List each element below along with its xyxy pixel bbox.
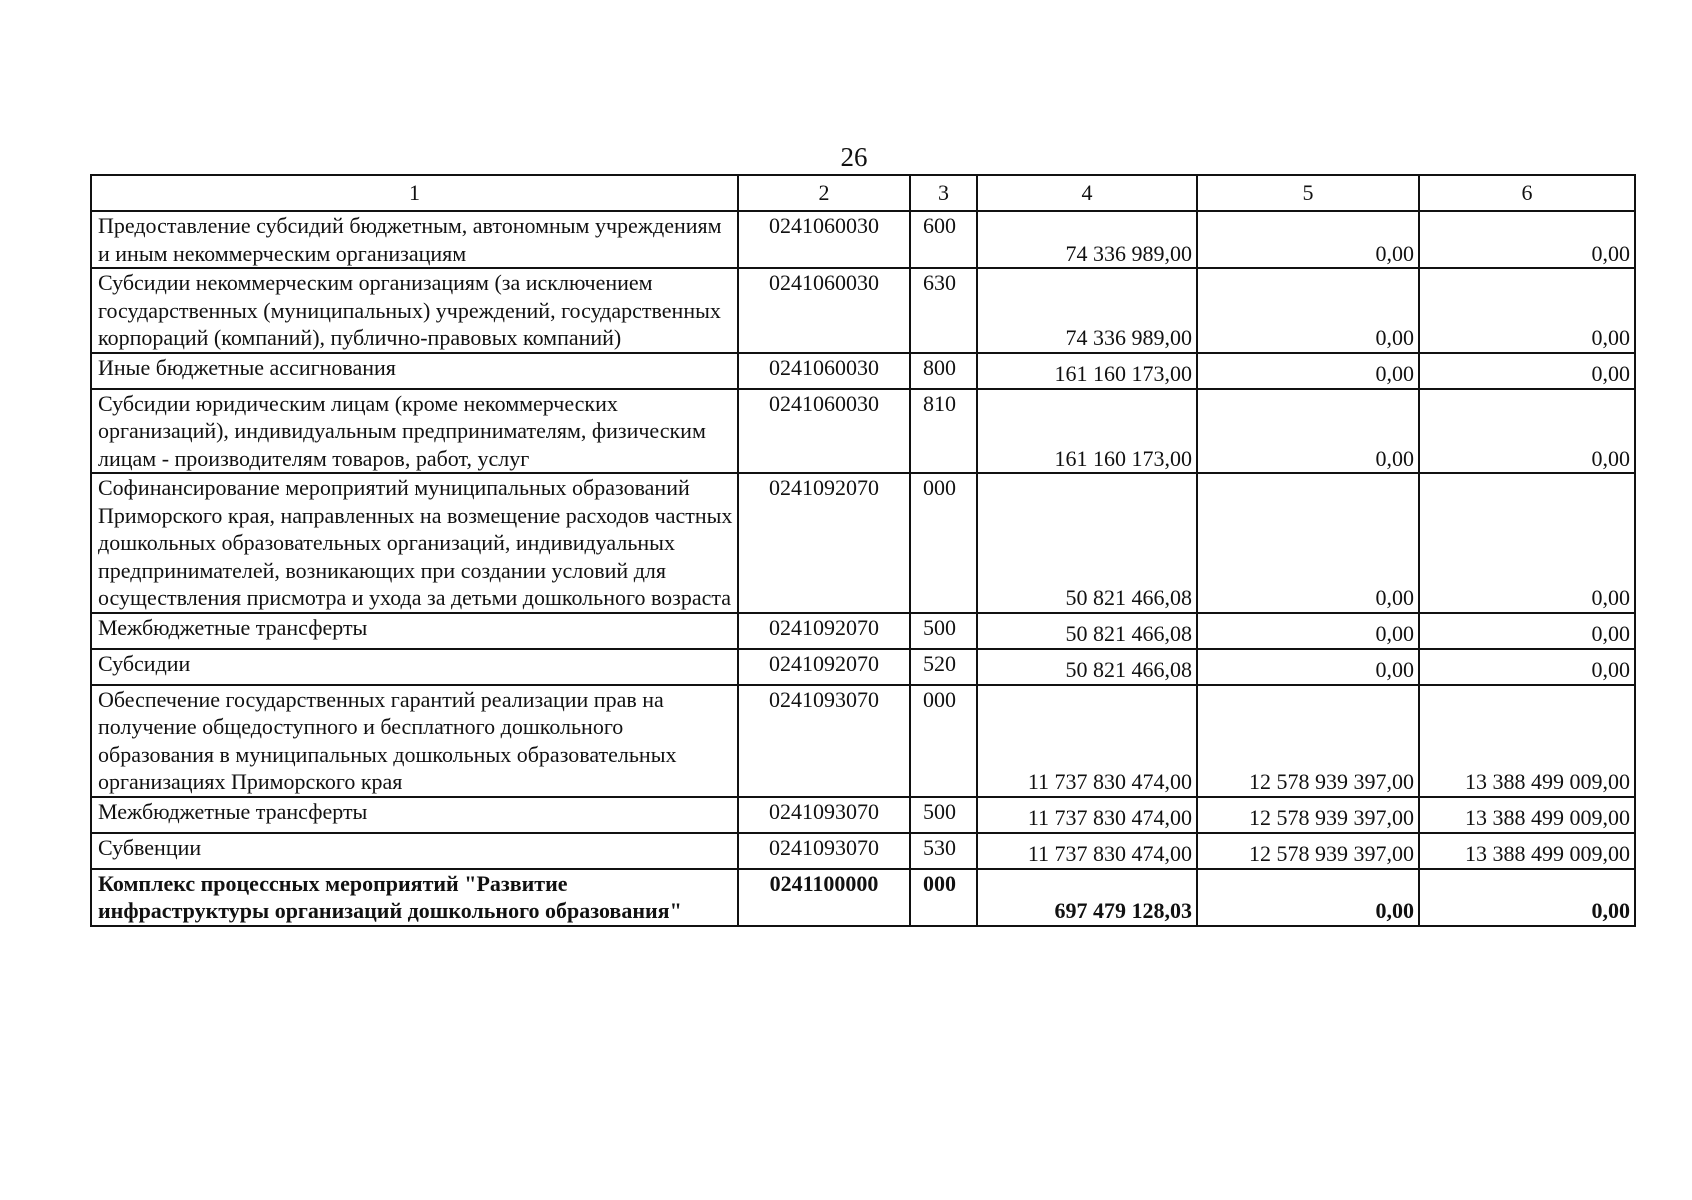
header-row	[91, 175, 1635, 211]
header-col-6: 6	[1419, 175, 1635, 211]
table-row	[91, 797, 1635, 833]
row-amount-col5: 0,00	[1197, 353, 1419, 389]
row-target-code: 0241093070	[738, 685, 910, 797]
header-col-5: 5	[1197, 175, 1419, 211]
row-expense-type: 500	[910, 613, 977, 649]
table-row	[91, 268, 1635, 353]
table-row	[91, 649, 1635, 685]
row-name: Субсидии юридическим лицам (кроме некоммерческих организаций), индивидуальным предпринимателям, физическим лицам - производителям товаров, работ, услуг	[91, 389, 738, 474]
row-amount-col5: 12 578 939 397,00	[1197, 685, 1419, 797]
row-amount-col5: 0,00	[1197, 389, 1419, 474]
row-amount-col5: 0,00	[1197, 268, 1419, 353]
row-amount-col6: 0,00	[1419, 389, 1635, 474]
row-expense-type: 800	[910, 353, 977, 389]
row-amount-col6: 0,00	[1419, 268, 1635, 353]
row-amount-col6: 13 388 499 009,00	[1419, 797, 1635, 833]
row-target-code: 0241060030	[738, 268, 910, 353]
row-expense-type: 600	[910, 211, 977, 268]
row-name: Субсидии некоммерческим организациям (за исключением государственных (муниципальных) учреждений, государственных корпораций (компаний), публично-правовых компаний)	[91, 268, 738, 353]
row-name: Субсидии	[91, 649, 738, 685]
row-amount-col4: 74 336 989,00	[977, 211, 1197, 268]
row-target-code: 0241092070	[738, 649, 910, 685]
row-target-code: 0241093070	[738, 833, 910, 869]
header-col-4: 4	[977, 175, 1197, 211]
row-expense-type: 000	[910, 473, 977, 613]
row-target-code: 0241060030	[738, 389, 910, 474]
row-expense-type: 530	[910, 833, 977, 869]
row-amount-col6: 0,00	[1419, 613, 1635, 649]
row-expense-type: 630	[910, 268, 977, 353]
table-row	[91, 389, 1635, 474]
row-amount-col5: 0,00	[1197, 649, 1419, 685]
row-amount-col5: 0,00	[1197, 473, 1419, 613]
row-expense-type: 000	[910, 685, 977, 797]
row-name: Субвенции	[91, 833, 738, 869]
row-target-code: 0241060030	[738, 211, 910, 268]
row-amount-col5: 0,00	[1197, 211, 1419, 268]
row-amount-col6: 0,00	[1419, 473, 1635, 613]
row-expense-type: 500	[910, 797, 977, 833]
row-amount-col5: 12 578 939 397,00	[1197, 833, 1419, 869]
row-amount-col6: 0,00	[1419, 353, 1635, 389]
row-amount-col4: 50 821 466,08	[977, 649, 1197, 685]
row-amount-col5: 12 578 939 397,00	[1197, 797, 1419, 833]
budget-table	[90, 174, 1636, 927]
table-row	[91, 473, 1635, 613]
row-expense-type: 810	[910, 389, 977, 474]
row-amount-col4: 697 479 128,03	[977, 869, 1197, 926]
row-target-code: 0241100000	[738, 869, 910, 926]
row-amount-col4: 11 737 830 474,00	[977, 685, 1197, 797]
row-amount-col5: 0,00	[1197, 869, 1419, 926]
row-name: Комплекс процессных мероприятий "Развитие инфраструктуры организаций дошкольного образования"	[91, 869, 738, 926]
row-amount-col4: 11 737 830 474,00	[977, 833, 1197, 869]
row-amount-col6: 0,00	[1419, 649, 1635, 685]
table-row	[91, 353, 1635, 389]
row-name: Иные бюджетные ассигнования	[91, 353, 738, 389]
table-row	[91, 685, 1635, 797]
row-amount-col5: 0,00	[1197, 613, 1419, 649]
row-amount-col4: 74 336 989,00	[977, 268, 1197, 353]
row-name: Межбюджетные трансферты	[91, 797, 738, 833]
row-amount-col4: 50 821 466,08	[977, 473, 1197, 613]
table-row	[91, 833, 1635, 869]
row-expense-type: 000	[910, 869, 977, 926]
row-name: Предоставление субсидий бюджетным, автономным учреждениям и иным некоммерческим организациям	[91, 211, 738, 268]
row-amount-col6: 13 388 499 009,00	[1419, 833, 1635, 869]
row-expense-type: 520	[910, 649, 977, 685]
header-col-1: 1	[91, 175, 738, 211]
row-amount-col6: 0,00	[1419, 211, 1635, 268]
table-row	[91, 211, 1635, 268]
row-target-code: 0241093070	[738, 797, 910, 833]
table-row-section-total	[91, 869, 1635, 926]
header-col-2: 2	[738, 175, 910, 211]
row-amount-col6: 0,00	[1419, 869, 1635, 926]
row-name: Межбюджетные трансферты	[91, 613, 738, 649]
row-amount-col4: 11 737 830 474,00	[977, 797, 1197, 833]
row-amount-col4: 50 821 466,08	[977, 613, 1197, 649]
page-number: 26	[840, 142, 868, 172]
row-target-code: 0241092070	[738, 473, 910, 613]
row-target-code: 0241092070	[738, 613, 910, 649]
row-target-code: 0241060030	[738, 353, 910, 389]
row-amount-col4: 161 160 173,00	[977, 389, 1197, 474]
row-amount-col6: 13 388 499 009,00	[1419, 685, 1635, 797]
header-col-3: 3	[910, 175, 977, 211]
row-name: Обеспечение государственных гарантий реализации прав на получение общедоступного и бесплатного дошкольного образования в муниципальных дошкольных образовательных организациях Приморского края	[91, 685, 738, 797]
row-amount-col4: 161 160 173,00	[977, 353, 1197, 389]
row-name: Софинансирование мероприятий муниципальных образований Приморского края, направленных на возмещение расходов частных дошкольных образовательных организаций, индивидуальных предпринимателей, возникающих при создании условий для осуществления присмотра и ухода за детьми дошкольного возраста	[91, 473, 738, 613]
table-row	[91, 613, 1635, 649]
